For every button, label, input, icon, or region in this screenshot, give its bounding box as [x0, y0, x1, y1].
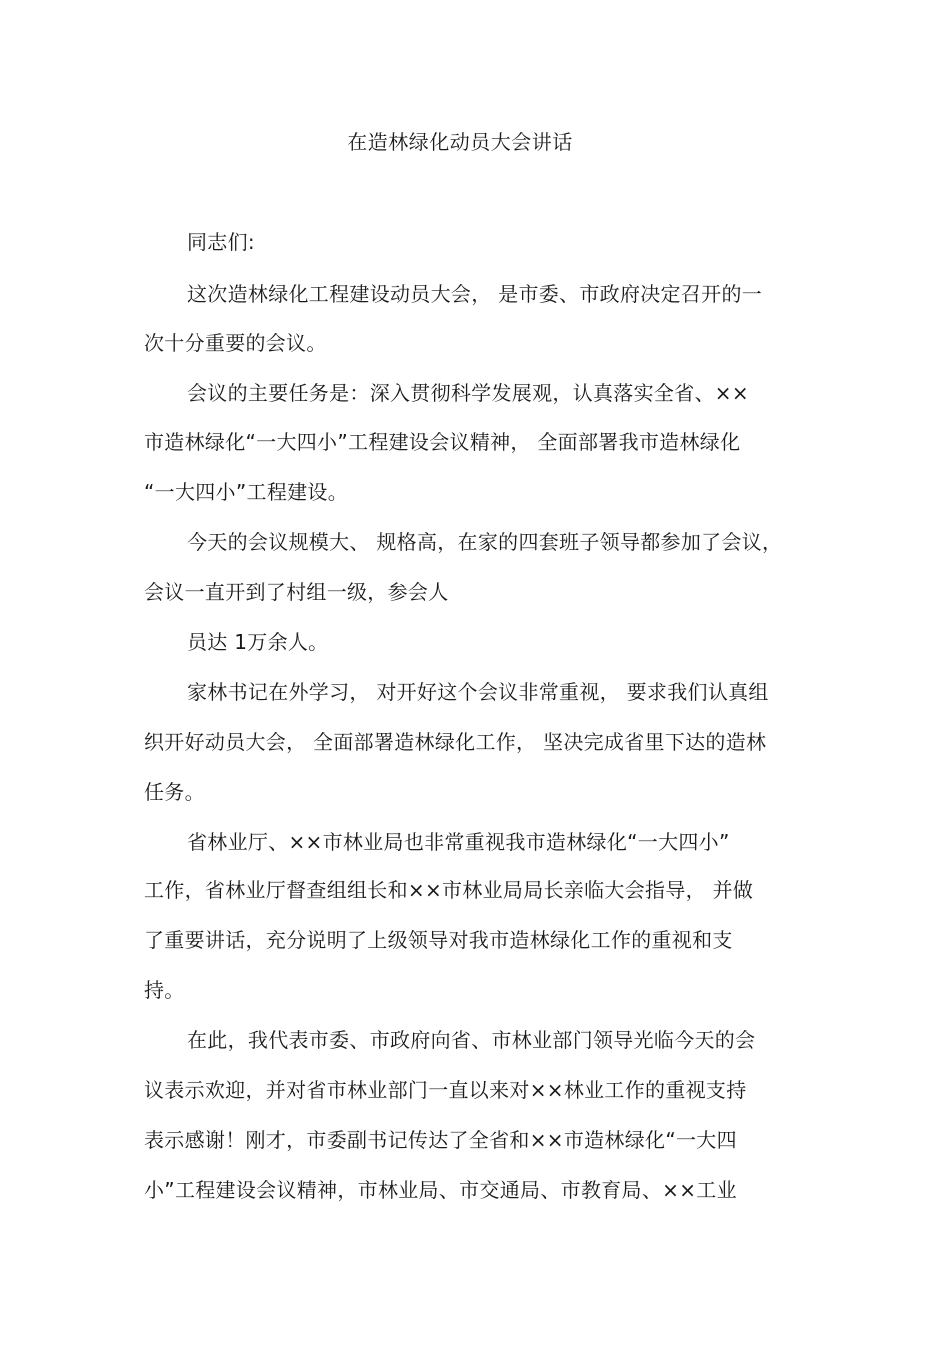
paragraph-line: 市造林绿化“一大四小”工程建设会议精神， 全面部署我市造林绿化 — [144, 430, 741, 454]
paragraph-line: 会议的主要任务是：深入贯彻科学发展观，认真落实全省、×× — [187, 381, 749, 405]
paragraph-line: 了重要讲话，充分说明了上级领导对我市造林绿化工作的重视和支 — [144, 928, 733, 952]
paragraph-line: 议表示欢迎，并对省市林业部门一直以来对××林业工作的重视支持 — [144, 1078, 747, 1102]
paragraph-line: 持。 — [144, 978, 185, 1002]
salutation: 同志们: — [187, 230, 255, 254]
paragraph-line: 小”工程建设会议精神，市林业局、市交通局、市教育局、××工业 — [144, 1178, 737, 1202]
paragraph-line: 任务。 — [144, 780, 205, 804]
paragraph-line: “一大四小”工程建设。 — [144, 480, 349, 504]
paragraph-line: 次十分重要的会议。 — [144, 331, 327, 355]
paragraph-line: 表示感谢！刚才，市委副书记传达了全省和××市造林绿化“一大四 — [144, 1128, 737, 1152]
document-title: 在造林绿化动员大会讲话 — [347, 130, 573, 154]
paragraph-line: 工作，省林业厅督查组组长和××市林业局局长亲临大会指导， 并做 — [144, 878, 754, 902]
paragraph-line: 这次造林绿化工程建设动员大会， 是市委、市政府决定召开的一 — [187, 282, 763, 306]
paragraph-line: 家林书记在外学习， 对开好这个会议非常重视， 要求我们认真组 — [187, 680, 769, 704]
paragraph-line: 省林业厅、××市林业局也非常重视我市造林绿化“一大四小” — [187, 830, 730, 854]
paragraph-line: 会议一直开到了村组一级，参会人 — [144, 580, 449, 604]
paragraph-line: 今天的会议规模大、 规格高，在家的四套班子领导都参加了会议， — [187, 530, 783, 554]
paragraph-line: 在此，我代表市委、市政府向省、市林业部门领导光临今天的会 — [187, 1028, 756, 1052]
paragraph-line: 织开好动员大会， 全面部署造林绿化工作， 坚决完成省里下达的造林 — [144, 730, 767, 754]
paragraph-line: 员达 1万余人。 — [187, 630, 329, 654]
